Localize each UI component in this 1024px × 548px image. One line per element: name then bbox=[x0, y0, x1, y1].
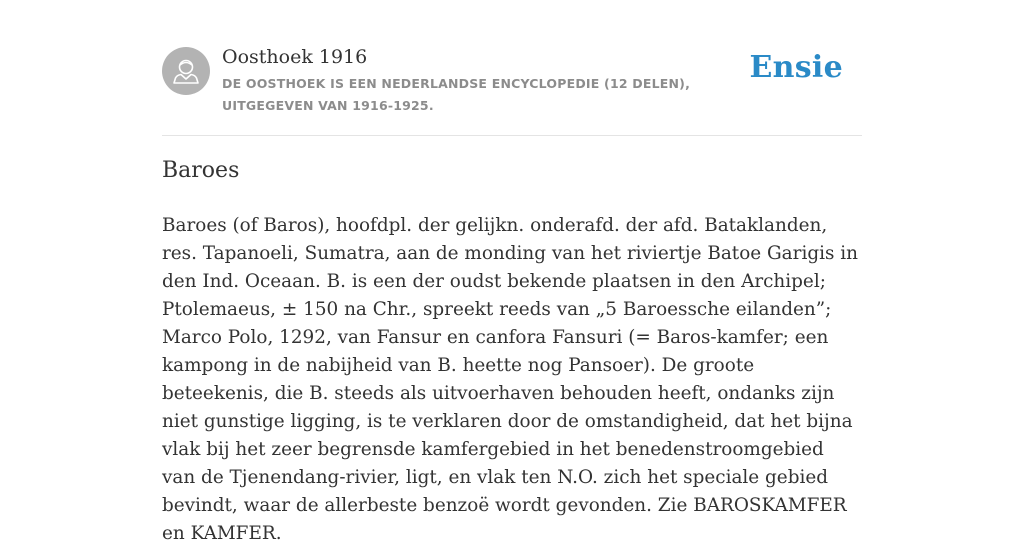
source-title[interactable]: Oosthoek 1916 bbox=[222, 46, 368, 68]
header-divider bbox=[162, 135, 862, 136]
user-icon bbox=[162, 47, 210, 95]
source-description: DE OOSTHOEK IS EEN NEDERLANDSE ENCYCLOPEDIE (12 DELEN), UITGEGEVEN VAN 1916-1925. bbox=[222, 76, 691, 113]
article-title: Baroes bbox=[162, 158, 240, 183]
source-header bbox=[162, 46, 862, 118]
article-body: Baroes (of Baros), hoofdpl. der gelijkn. onderafd. der afd. Bataklanden, res. Tapanoeli, Sumatra, aan de monding van het riviertje Batoe Garigis in den Ind. Oceaan. B. is een der oudst bekende plaatsen in den Archipel; Ptolemaeus, ± 150 na Chr., spreekt reeds van „5 Baroessche eilanden”; Marco Polo, 1292, van Fansur en canfora Fansuri (= Baros-kamfer; een kampong in de nabijheid van B. heette nog Pansoer). De groote beteekenis, die B. steeds als uitvoerhaven behouden heeft, ondanks zijn niet gunstige ligging, is te verklaren door de omstandigheid, dat het bijna vlak bij het zeer begrensde kamfergebied in het benedenstroomgebied van de Tjenendang-rivier, ligt, en vlak ten N.O. zich het speciale gebied bevindt, waar de allerbeste benzoë wordt gevonden. Zie BAROSKAMFER en KAMFER. bbox=[162, 215, 858, 544]
ensie-logo[interactable]: Ensie bbox=[749, 50, 843, 85]
source-avatar[interactable] bbox=[162, 47, 210, 95]
